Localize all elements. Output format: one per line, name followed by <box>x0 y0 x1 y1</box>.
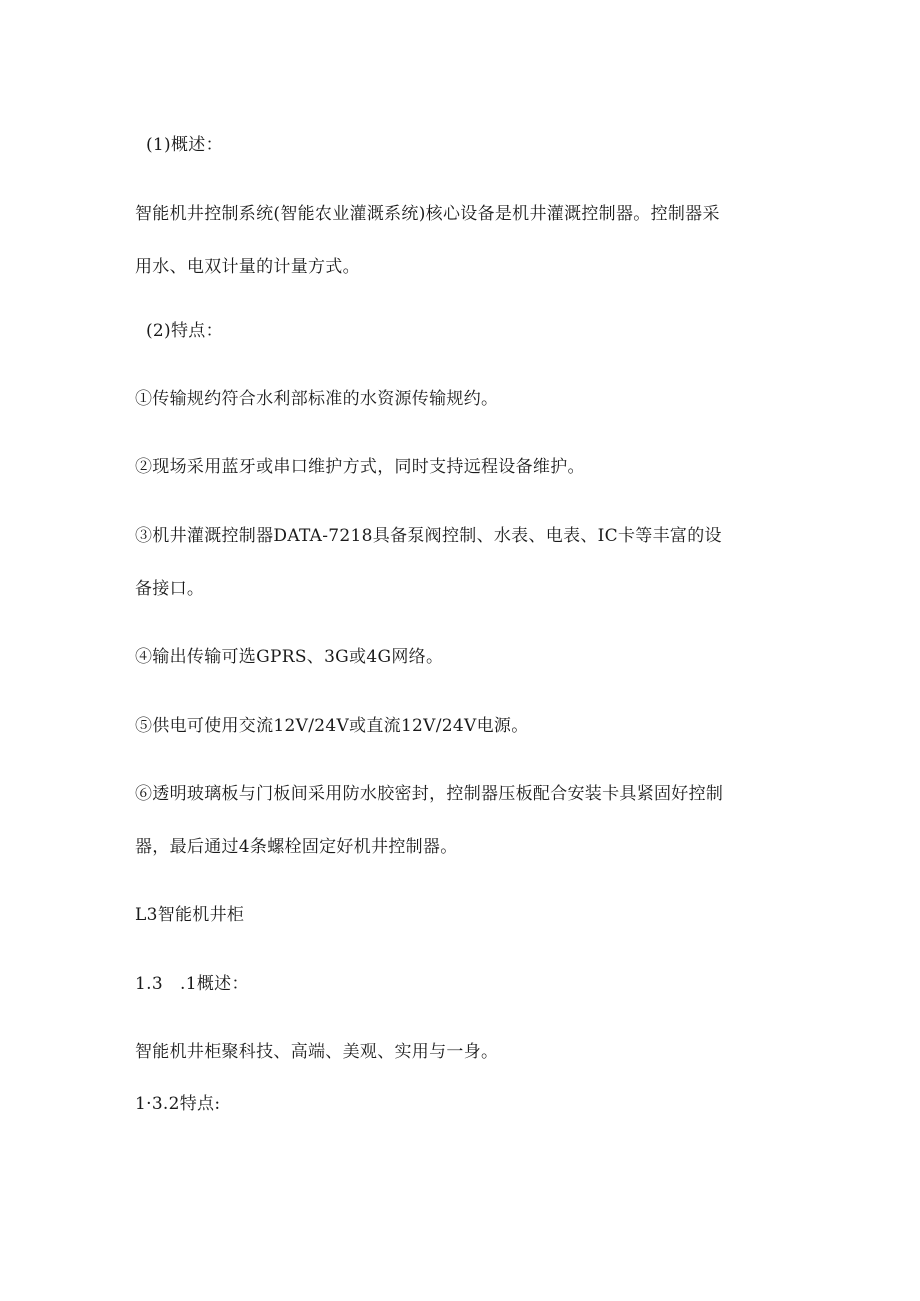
feature-item-1: ①传输规约符合水利部标准的水资源传输规约。 <box>135 389 499 409</box>
section-2-heading: (2)特点： <box>146 321 223 341</box>
section-l3-heading: L3智能机井柜 <box>135 905 245 925</box>
feature-item-5: ⑤供电可使用交流12V/24V或直流12V/24V电源。 <box>135 716 529 736</box>
feature-item-2: ②现场采用蓝牙或串口维护方式，同时支持远程设备维护。 <box>135 457 585 477</box>
section-1-3-1-heading: 1.3 .1概述： <box>135 974 249 994</box>
section-1-heading: (1)概述： <box>146 135 223 155</box>
feature-item-3-line-1: ③机井灌溉控制器DATA-7218具备泵阀控制、水表、电表、IC卡等丰富的设 <box>135 526 722 546</box>
feature-item-6-line-2: 器，最后通过4条螺栓固定好机井控制器。 <box>135 837 458 857</box>
section-1-3-1-paragraph: 智能机井柜聚科技、高端、美观、实用与一身。 <box>135 1042 499 1062</box>
section-1-paragraph-line-2: 用水、电双计量的计量方式。 <box>135 257 360 277</box>
feature-item-6-line-1: ⑥透明玻璃板与门板间采用防水胶密封，控制器压板配合安装卡具紧固好控制 <box>135 784 724 804</box>
feature-item-3-line-2: 备接口。 <box>135 579 205 599</box>
section-1-3-2-heading: 1·3.2特点: <box>135 1094 221 1114</box>
feature-item-4: ④输出传输可选GPRS、3G或4G网络。 <box>135 647 444 667</box>
section-1-paragraph-line-1: 智能机井控制系统(智能农业灌溉系统)核心设备是机井灌溉控制器。控制器采 <box>135 204 720 224</box>
